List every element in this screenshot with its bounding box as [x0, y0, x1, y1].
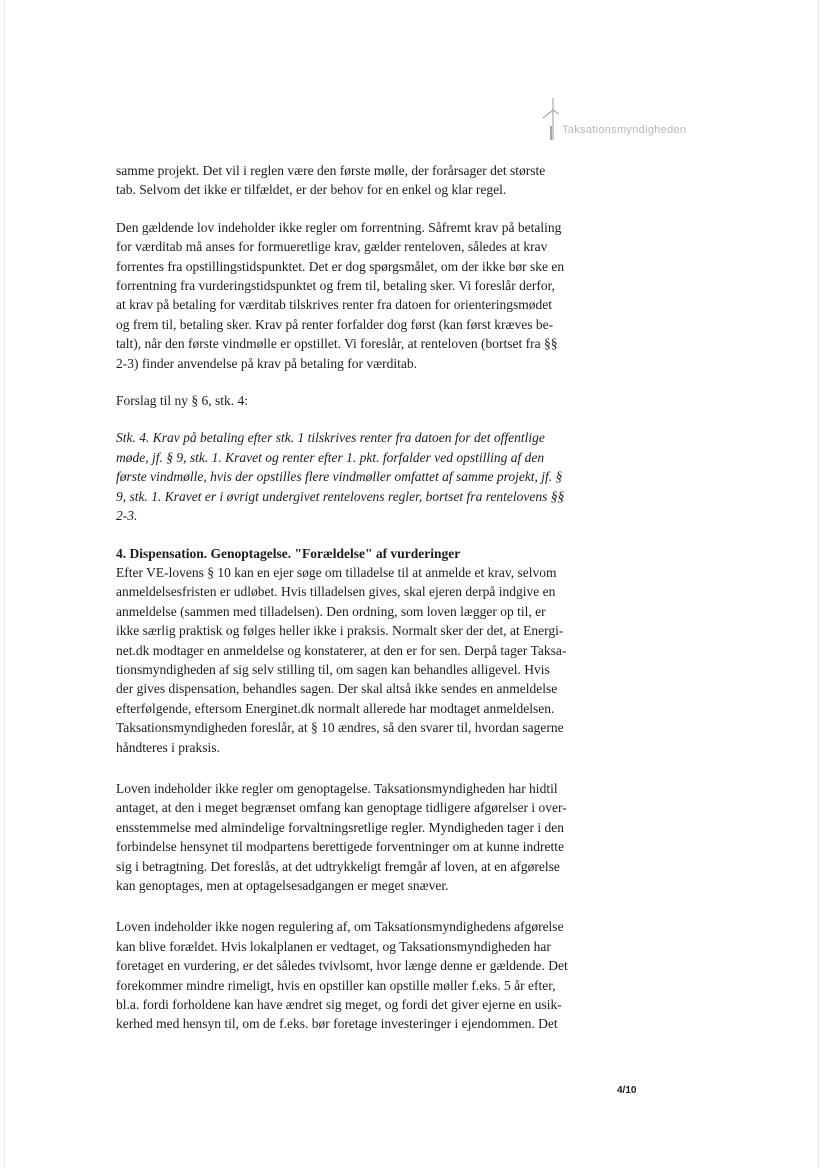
- text-line: tionsmyndigheden af sig selv stilling til, om sagen kan behandles alligevel. Hvis: [116, 661, 550, 677]
- text-line: anmeldelsesfristen er udløbet. Hvis tilladelsen gives, skal ejeren derpå indgive en: [116, 584, 556, 600]
- text-line: møde, jf. § 9, stk. 1. Kravet og renter efter 1. pkt. forfalder ved opstilling af den: [116, 449, 545, 465]
- text-line: Efter VE-lovens § 10 kan en ejer søge om tilladelse til at anmelde et krav, selvom: [116, 564, 557, 580]
- text-line: Forslag til ny § 6, stk. 4:: [116, 393, 249, 409]
- text-line: forekommer mindre rimeligt, hvis en opstiller kan opstille møller f.eks. 5 år efter,: [116, 977, 556, 993]
- text-line: net.dk modtager en anmeldelse og konstaterer, at den er for sen. Derpå tager Taksa-: [116, 642, 567, 658]
- text-line: kan genoptages, men at optagelsesadgangen er meget snæver.: [116, 878, 449, 893]
- text-line: efterfølgende, eftersom Energinet.dk normalt allerede har modtaget anmeldelsen.: [116, 700, 555, 716]
- section-4: [116, 544, 608, 757]
- text-line: kerhed med hensyn til, om de f.eks. bør foretage investeringer i ejendommen. Det: [116, 1016, 558, 1032]
- text-line: første vindmølle, hvis der opstilles flere vindmøller omfattet af samme projekt, jf. §: [116, 469, 563, 485]
- text-line: forrentes fra opstillingstidspunktet. Det er dog spørgsmålet, om der ikke bør ske en: [116, 258, 565, 274]
- text-line: Taksationsmyndigheden foreslår, at § 10 ændres, så den svarer til, hvordan sagerne: [116, 720, 564, 736]
- proposed-provision: [116, 428, 608, 525]
- text-line: 2-3) finder anvendelse på krav på betaling for værditab.: [116, 355, 418, 371]
- paragraph-genoptagelse: [116, 779, 608, 895]
- logo-text: Taksationsmyndigheden: [562, 124, 687, 136]
- paragraph-2: [116, 218, 608, 373]
- text-line: ikke særlig praktisk og følges heller ikke i praksis. Normalt sker der det, at Energi-: [116, 623, 564, 639]
- page-number: 4/10: [617, 1085, 637, 1096]
- text-line: 2-3.: [116, 508, 138, 524]
- text-line: at krav på betaling for værditab tilskrives renter fra datoen for orienteringsmødet: [116, 297, 552, 313]
- text-line: antaget, at den i meget begrænset omfang kan genoptage tidligere afgørelser i over-: [116, 800, 567, 816]
- scan-edge-left: [4, 0, 5, 1168]
- text-line: Den gældende lov indeholder ikke regler om forrentning. Såfremt krav på betaling: [116, 219, 562, 235]
- logo-mark-icon: [540, 96, 560, 142]
- text-line: Loven indeholder ikke regler om genoptagelse. Taksationsmyndigheden har hidtil: [116, 780, 558, 796]
- text-line: ensstemmelse med almindelige forvaltningsretlige regler. Myndigheden tager i den: [116, 819, 564, 835]
- text-line: der gives dispensation, behandles sagen. Der skal altså ikke sendes en anmeldelse: [116, 681, 558, 697]
- text-line: for værditab må anses for formueretlige krav, gælder renteloven, således at krav: [116, 239, 548, 255]
- text-line: samme projekt. Det vil i reglen være den første mølle, der forårsager det største: [116, 163, 546, 178]
- document-body: [116, 161, 608, 1034]
- text-line: og frem til, betaling sker. Krav på renter forfalder dog først (kan først kræves be-: [116, 316, 554, 332]
- text-line: 9, stk. 1. Kravet er i øvrigt undergivet rentelovens regler, bortset fra rentelovens §§: [116, 488, 565, 504]
- scan-edge-right: [818, 0, 819, 1168]
- text-line: Loven indeholder ikke nogen regulering af, om Taksationsmyndighedens afgørelse: [116, 919, 564, 935]
- taksationsmyndigheden-logo: [540, 96, 710, 146]
- text-line: håndteres i praksis.: [116, 739, 220, 755]
- text-line: kan blive forældet. Hvis lokalplanen er vedtaget, og Taksationsmyndigheden har: [116, 938, 551, 954]
- paragraph-1: [116, 161, 608, 200]
- text-line: tab. Selvom det ikke er tilfældet, er der behov for en enkel og klar regel.: [116, 182, 507, 198]
- text-line: sig i betragtning. Det foreslås, at det udtrykkeligt fremgår af loven, at en afgørelse: [116, 858, 560, 874]
- paragraph-foraeldelse: [116, 917, 608, 1033]
- paragraph-3: [116, 391, 608, 410]
- text-line: talt), når den første vindmølle er opstillet. Vi foreslår, at renteloven (bortset fra §§: [116, 336, 558, 352]
- text-line: forrentning fra vurderingstidspunktet og frem til, betaling sker. Vi foreslår derfor,: [116, 278, 555, 294]
- section-heading: 4. Dispensation. Genoptagelse. "Forældelse" af vurderinger: [116, 545, 461, 561]
- text-line: bl.a. fordi forholdene kan have ændret sig meget, og fordi det giver ejerne en usik-: [116, 997, 562, 1013]
- text-line: forbindelse hensynet til modpartens berettigede forventninger om at kunne indrette: [116, 839, 564, 855]
- text-line: Stk. 4. Krav på betaling efter stk. 1 tilskrives renter fra datoen for det offentlige: [116, 430, 545, 446]
- text-line: anmeldelse (sammen med tilladelsen). Den ordning, som loven lægger op til, er: [116, 603, 546, 619]
- text-line: foretaget en vurdering, er det således tvivlsomt, hvor længe denne er gældende. Det: [116, 958, 568, 974]
